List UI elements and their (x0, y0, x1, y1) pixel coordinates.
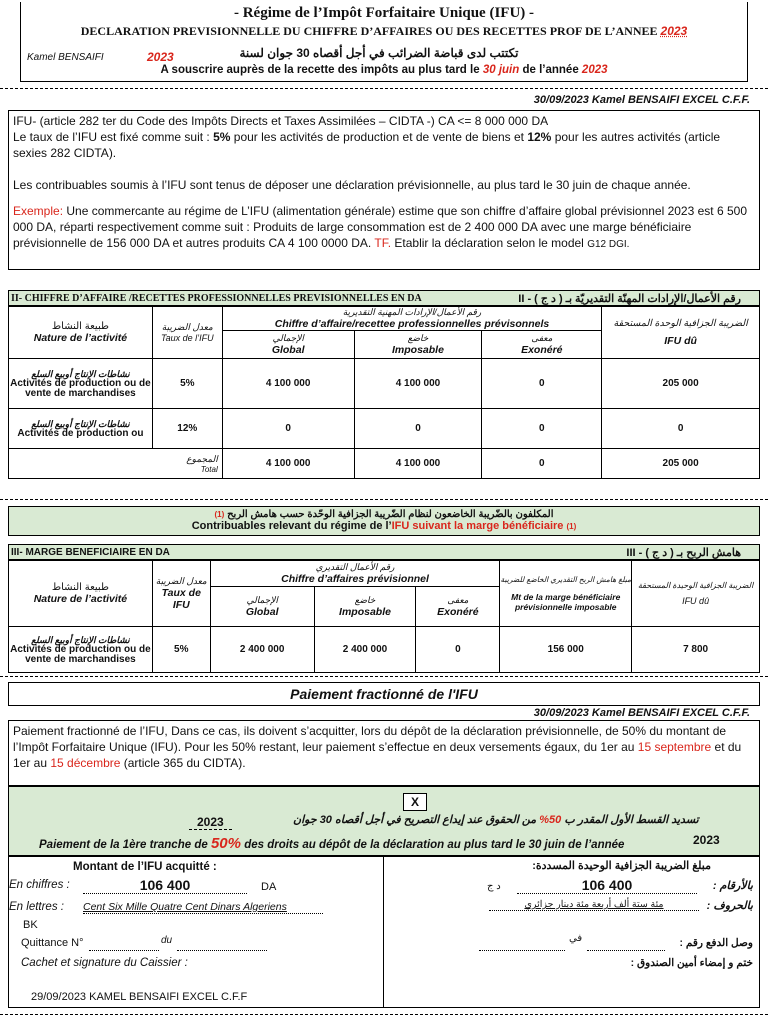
deadline-year: 2023 (581, 64, 608, 76)
form-year-secondary: 2023 (147, 50, 174, 64)
divider (0, 499, 768, 500)
form-year: 2023 (660, 24, 688, 38)
receipt-footer: 29/09/2023 KAMEL BENSAIFI EXCEL C.F.F (31, 991, 248, 1003)
lettres-field[interactable]: Cent Six Mille Quatre Cent Dinars Algeriens (83, 901, 323, 914)
lettres-label: En lettres : (9, 901, 64, 913)
total-label: المجموع Total (9, 449, 223, 479)
divider (0, 1014, 768, 1015)
col-global: الإجمالي Global (210, 587, 314, 627)
col-nature: طبيعة النشاط Nature de l’activité (9, 307, 153, 359)
row-label: نشاطات الإنتاج أوبيع السلع Activités de production ou de vente de marchandises (9, 359, 153, 409)
col-ca: رقم الأعمال/الإرادات المهنية التقديرية Chiffre d’affaire/recettee professionnelles prévisonnels (222, 307, 601, 331)
intro-box (8, 110, 760, 270)
deadline-line (21, 64, 747, 76)
col-taux: معدل الضريبة Taux de l’IFU (152, 307, 222, 359)
ar-unit: د ج (487, 881, 501, 892)
row-taux: 5% (152, 359, 222, 409)
total-row (9, 449, 760, 479)
installment-year-fr: 2023 (693, 833, 720, 847)
ar-cachet-label: ختم و إمضاء أمين الصندوق : (630, 957, 753, 969)
col-imposable: خاضع Imposable (354, 331, 482, 359)
row-global: 4 100 000 (222, 359, 354, 409)
divider (0, 676, 768, 677)
quittance-label: Quittance N° (21, 937, 84, 949)
bk-label: BK (23, 919, 38, 931)
payment-text-box: Paiement fractionné de l’IFU, Dans ce cas, ils doivent s’acquitter, lors du dépôt de la déclaration prévisionnelle, de 50% du montant de l’Impôt Forfaitaire Unique (IFU). Pour les 50% restant, leur paiement s’effectue en deux versements égaux, du 1er au 15 septembre et du 1er au 15 décembre (article 365 du CIDTA). (8, 720, 760, 786)
col-taux: معدل الضريبة Taux de IFU (152, 561, 210, 627)
row-global: 0 (222, 409, 354, 449)
dateline: 30/09/2023 Kamel BENSAIFI EXCEL C.F.F. (533, 94, 750, 106)
chiffres-label: En chiffres : (9, 879, 70, 891)
example-paragraph: Exemple: Une commercante au régime de L’IFU (alimentation générale) estime que son chiffre d’affaire global prévisionnel 2023 est 6 500 000 DA, réparti respectivement comme suit : Produits de large consommation est de 2 400 000 DA avec une marge bénéficiaire prévisionnelle de 156 000 DA et autres produits CA 4 100 0000 DA. TF. Etablir la déclaration selon le model G12 DGI. (13, 204, 747, 250)
col-marge: مبلغ هامش الربح التقديري الخاضع للضريبة Mt de la marge bénéficiaire prévisionnelle imposable (500, 561, 632, 627)
payment-title: Paiement fractionné de l'IFU (8, 682, 760, 706)
col-ca: رقم الأعمال التقديري Chiffre d’affaires prévisionnel (210, 561, 500, 587)
row-ifu: 0 (602, 409, 760, 449)
du-label: du (161, 935, 173, 946)
ar-recu-label: وصل الدفع رقم : (679, 937, 753, 949)
total-ifu: 205 000 (602, 449, 760, 479)
col-ifu: الضريبة الجزافية الوحدة المستحقة IFU dû (602, 307, 760, 359)
installment-checkbox[interactable]: X (403, 793, 427, 811)
receipt-left-title: Montant de l’IFU acquitté : (73, 861, 217, 873)
row-exonere: 0 (482, 409, 602, 449)
row-exonere: 0 (416, 627, 500, 673)
receipt-right-title: مبلغ الضريبة الجزافية الوحيدة المسددة: (532, 860, 711, 872)
installment-french: Paiement de la 1ère tranche de 50% des droits au dépôt de la déclaration au plus tard le 30 juin de l’année (39, 835, 625, 852)
row-global: 2 400 000 (210, 627, 314, 673)
row-ifu: 205 000 (602, 359, 760, 409)
intro-p1: IFU- (article 282 ter du Code des Impôts Directs et Taxes Assimilées – CIDTA -) CA <= 8 000 000 DA (13, 114, 549, 128)
section3-table (8, 560, 760, 673)
row-taux: 5% (152, 627, 210, 673)
total-global: 4 100 000 (222, 449, 354, 479)
form-subtitle-text: DECLARATION PREVISIONNELLE DU CHIFFRE D’AFFAIRES OU DES RECETTES PROF DE L’ANNEE (80, 24, 658, 38)
row-label: نشاطات الإنتاج أوبيع السلع Activités de production ou (9, 409, 153, 449)
form-subtitle (21, 24, 747, 39)
ar-chiffres-field[interactable]: 106 400 (517, 877, 697, 894)
cachet-label: Cachet et signature du Caissier : (21, 957, 188, 969)
example-label: Exemple: (13, 204, 64, 218)
chiffres-unit: DA (261, 881, 277, 893)
marge-regime-banner: المكلفون بالضّريبة الخاضعون لنظام الضّريبة الجزافية الوحّدة حسب هامش الربح (1) Contribuables relevant du régime de l’IFU suivant la marge bénéficiaire (1) (8, 506, 760, 536)
divider (0, 88, 768, 89)
col-ifu: الضريبة الجزافية الوحيدة المستحقة IFU dû (632, 561, 760, 627)
col-nature: طبيعة النشاط Nature de l’activité (9, 561, 153, 627)
intro-p2: Le taux de l’IFU est fixé comme suit : 5% pour les activités de production et de vente de biens et 12% pour les autres activités (article sexies 282 CIDTA). (13, 130, 721, 160)
total-imposable: 4 100 000 (354, 449, 482, 479)
ar-lettres-label: بالحروف : (706, 900, 753, 912)
ar-recu-field[interactable] (587, 937, 665, 951)
dateline: 30/09/2023 Kamel BENSAIFI EXCEL C.F.F. (533, 707, 750, 719)
first-installment-box (8, 786, 760, 856)
section3-header: III- MARGE BENEFICIAIRE EN DA هامش الربح بـ ( د ج ) - III (8, 544, 760, 560)
author-name: Kamel BENSAIFI (27, 52, 104, 63)
table-row (9, 627, 760, 673)
quittance-field[interactable] (89, 937, 159, 951)
row-imposable: 4 100 000 (354, 359, 482, 409)
deadline-prefix: A souscrire auprès de la recette des impôts au plus tard le (160, 64, 480, 76)
section2-table (8, 306, 760, 479)
row-exonere: 0 (482, 359, 602, 409)
quittance-date-field[interactable] (177, 937, 267, 951)
ar-du-label: في (569, 933, 583, 944)
row-marge: 156 000 (500, 627, 632, 673)
row-ifu: 7 800 (632, 627, 760, 673)
installment-arabic: تسديد القسط الأول المقدر ب 50% من الحقوق عند إيداع التصريح في أجل أقصاه 30 جوان (293, 814, 699, 826)
arabic-deadline-line: تكتتب لدى قباضة الضرائب في أجل أقصاه 30 جوان لسنة (239, 46, 519, 60)
chiffres-field[interactable]: 106 400 (83, 877, 247, 894)
ar-chiffres-label: بالأرقام : (712, 880, 753, 892)
row-label: نشاطات الإنتاج أوبيع السلع Activités de production ou de vente de marchandises (9, 627, 153, 673)
col-exonere: معفى Exonéré (416, 587, 500, 627)
intro-p3: Les contribuables soumis à l’IFU sont tenus de déposer une déclaration prévisionnelle, au plus tard le 30 juin de chaque année. (13, 178, 691, 192)
form-title: - Régime de l’Impôt Forfaitaire Unique (IFU) - (233, 5, 535, 21)
col-imposable: خاضع Imposable (314, 587, 416, 627)
form-header (20, 2, 748, 82)
ar-date-field[interactable] (479, 937, 565, 951)
table-row (9, 359, 760, 409)
row-taux: 12% (152, 409, 222, 449)
col-exonere: معفى Exonéré (482, 331, 602, 359)
installment-year-ar: 2023 (189, 815, 232, 830)
table-row (9, 409, 760, 449)
row-imposable: 2 400 000 (314, 627, 416, 673)
row-imposable: 0 (354, 409, 482, 449)
col-global: الإجمالي Global (222, 331, 354, 359)
total-exonere: 0 (482, 449, 602, 479)
receipt-box (8, 856, 760, 1008)
deadline-date: 30 juin (482, 64, 520, 76)
deadline-mid: de l’année (522, 64, 579, 76)
ar-lettres-field[interactable]: مئة ستة ألف أربعة مئة دينار جزائري (489, 899, 699, 911)
section2-header: II- CHIFFRE D’AFFAIRE /RECETTES PROFESSIONNELLES PREVISIONNELLES EN DA رقم الأعمال/الإرادات المهنّة التقديريّة بـ ( د ج ) - II (8, 290, 760, 306)
